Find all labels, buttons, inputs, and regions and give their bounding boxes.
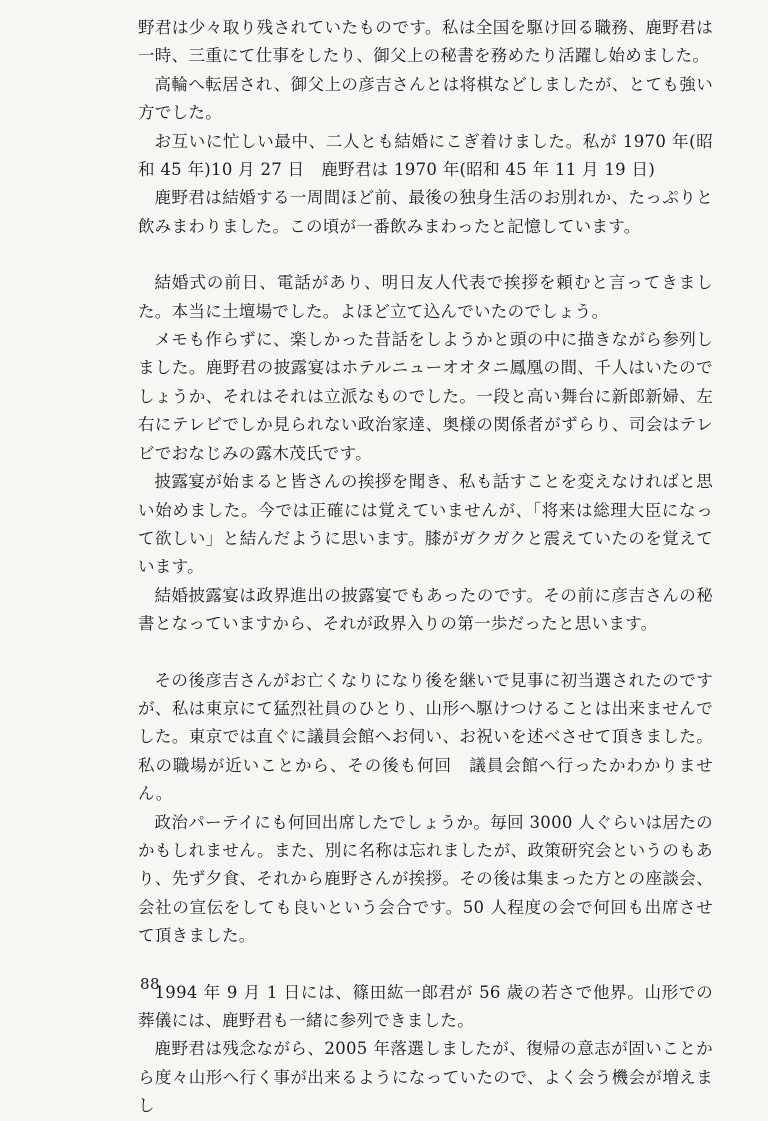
paragraph-12: 鹿野君は残念ながら、2005 年落選しましたが、復帰の意志が固いことから度々山形へ行く事が出来るようになっていたので、よく会う機会が増えまし — [138, 1039, 713, 1116]
paragraph-8: 結婚披露宴は政界進出の披露宴でもあったのです。その前に彦吉さんの秘書となっていますから、それが政界入りの第一歩だったと思います。 — [138, 585, 713, 634]
paragraph-10: 政治パーテイにも何回出席したでしょうか。毎回 3000 人ぐらいは居たのかもしれません。また、別に名称は忘れましたが、政策研究会というのもあり、先ず夕食、それから鹿野さんが挨拶。その後は集まった方との座談会、会社の宣伝をしても良いという会合です。50 人程度の会で何回も出席させて頂きました。 — [138, 812, 713, 946]
paragraph-6: メモも作らずに、楽しかった昔話をしようかと頭の中に描きながら参列しました。鹿野君の披露宴はホテルニューオオタニ鳳凰の間、千人はいたのでしょうか、それはそれは立派なものでした。一段と高い舞台に新郎新婦、左右にテレビでしか見られない政治家達、奥様の関係者がずらり、司会はテレビでおなじみの露木茂氏です。 — [138, 330, 713, 463]
paragraph-5: 結婚式の前日、電話があり、明日友人代表で挨拶を頼むと言ってきました。本当に土壇場でした。よほど立て込んでいたのでしょう。 — [138, 273, 713, 321]
paragraph-3: お互いに忙しい最中、二人とも結婚にこぎ着けました。私が 1970 年(昭和 45 年)10 月 27 日 鹿野君は 1970 年(昭和 45 年 11 月 19 日) — [138, 131, 713, 180]
section-gap — [138, 951, 713, 979]
section-gap — [138, 241, 713, 269]
page-number: 88 — [140, 975, 161, 993]
paragraph-4: 鹿野君は結婚する一周間ほど前、最後の独身生活のお別れか、たっぷりと飲みまわりました。この頃が一番飲みまわったと記憶しています。 — [138, 188, 713, 236]
paragraph-7: 披露宴が始まると皆さんの挨拶を聞き、私も話すことを変えなければと思い始めました。今では正確には覚えていませんが、「将来は総理大臣になって欲しい」と結んだように思います。膝がガクガクと震えていたのを覚えています。 — [138, 472, 713, 577]
paragraph-11: 1994 年 9 月 1 日には、篠田紘一郎君が 56 歳の若さで他界。山形での葬儀には、鹿野君も一緒に参列できました。 — [138, 982, 713, 1030]
paragraph-9: その後彦吉さんがお亡くなりになり後を継いで見事に初当選されたのですが、私は東京にて猛烈社員のひとり、山形へ駆けつけることは出来ませんでした。東京では直ぐに議員会館へお伺い、お祝いを述べさせて頂きました。私の職場が近いことから、その後も何回 議員会館へ行ったかわかりません。 — [138, 670, 713, 804]
body-text — [138, 14, 713, 1121]
section-gap — [138, 639, 713, 667]
paragraph-2: 高輪へ転居され、御父上の彦吉さんとは将棋などしましたが、とても強い方でした。 — [138, 74, 713, 123]
paragraph-1: 野君は少々取り残されていたものです。私は全国を駆け回る職務、鹿野君は一時、三重にて仕事をしたり、御父上の秘書を務めたり活躍し始めました。 — [138, 18, 713, 66]
